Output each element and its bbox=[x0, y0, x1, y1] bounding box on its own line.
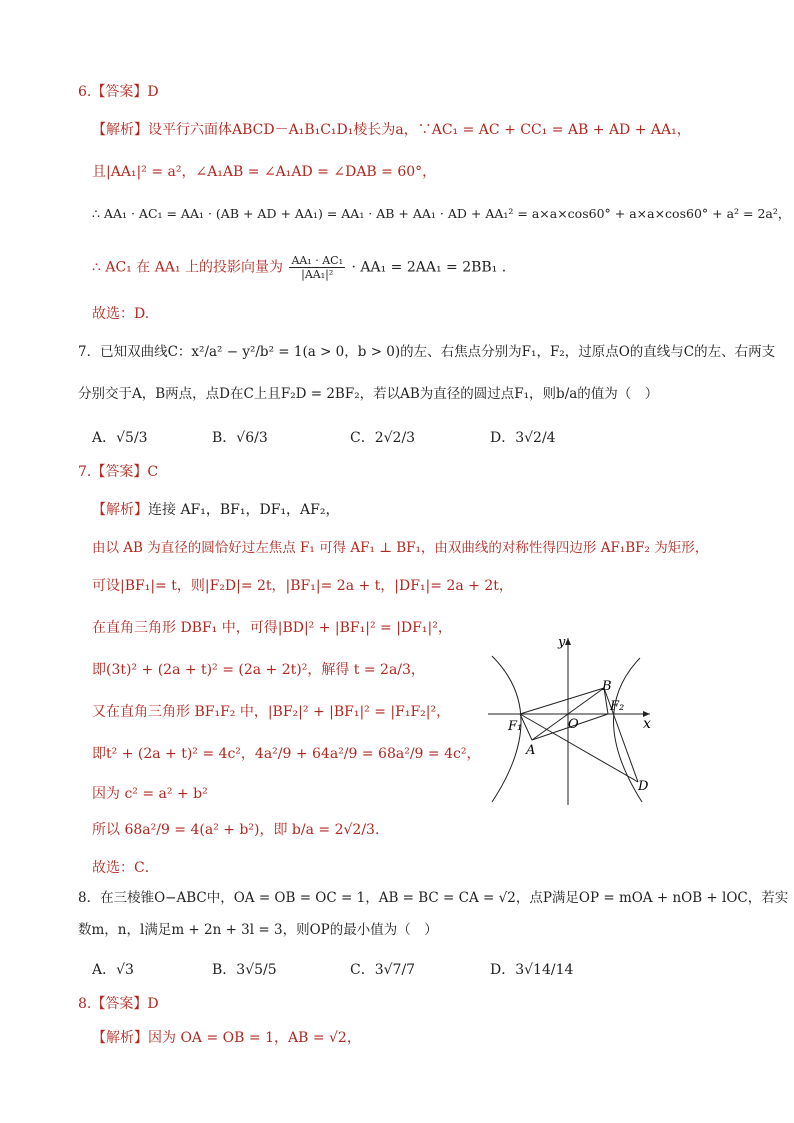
q8-option-a: A．√3 bbox=[92, 962, 134, 978]
q6-frac-num: AA₁ · AC₁ bbox=[291, 254, 343, 267]
label-f2: F₂ bbox=[610, 699, 625, 714]
label-y: y bbox=[558, 635, 566, 650]
q7-option-c: C．2√2/3 bbox=[350, 430, 416, 446]
q6-line3: ∴ AA₁ · AC₁ = AA₁ · (AB + AD + AA₁) = AA₁ · AB + AA₁ · AD + AA₁² = a×a×cos60° + a×a×cos60° + a² = 2a²， bbox=[92, 206, 791, 221]
q6-line4 bbox=[92, 254, 506, 281]
q8-option-d: D．3√14/14 bbox=[490, 962, 574, 978]
q7-a4: 在直角三角形 DBF₁ 中，可得|BD|² + |BF₁|² = |DF₁|²， bbox=[92, 620, 452, 636]
q6-answer: 6.【答案】D bbox=[78, 84, 159, 100]
q7-stem1: 7．已知双曲线C：x²/a² − y²/b² = 1(a > 0，b > 0)的左、右焦点分别为F₁，F₂，过原点O的直线与C的左、右两支 bbox=[78, 344, 776, 360]
q7-a5: 即(3t)² + (2a + t)² = (2a + 2t)²，解得 t = 2a/3， bbox=[92, 662, 425, 678]
q6-projection-fraction bbox=[289, 254, 345, 281]
q7-a9: 所以 68a²/9 = 4(a² + b²)，即 b/a = 2√2/3. bbox=[92, 822, 380, 838]
q7-hyperbola-figure bbox=[480, 630, 660, 810]
q7-answer: 7.【答案】C bbox=[78, 464, 159, 480]
q8-option-b: B．3√5/5 bbox=[212, 962, 277, 978]
q8-a1-line bbox=[92, 1028, 361, 1048]
q7-pick: 故选：C． bbox=[92, 860, 159, 876]
q6-analysis-line1 bbox=[92, 120, 691, 140]
q7-option-b: B．√6/3 bbox=[212, 430, 268, 446]
label-f1: F₁ bbox=[508, 719, 523, 734]
q7-a2: 由以 AB 为直径的圆恰好过左焦点 F₁ 可得 AF₁ ⊥ BF₁，由双曲线的对称性得四边形 AF₁BF₂ 为矩形， bbox=[92, 540, 709, 556]
q8-answer: 8.【答案】D bbox=[78, 996, 159, 1012]
y-axis-arrow bbox=[565, 638, 571, 645]
q8-option-c: C．3√7/7 bbox=[350, 962, 416, 978]
q7-a8: 因为 c² = a² + b² bbox=[92, 786, 208, 802]
q6-line4-a: ∴ AC₁ 在 AA₁ 上的投影向量为 bbox=[92, 259, 283, 276]
q7-a1: 连接 AF₁，BF₁，DF₁，AF₂， bbox=[148, 502, 340, 518]
q6-line1: 设平行六面体ABCD－A₁B₁C₁D₁棱长为a，∵AC₁ = AC + CC₁ = AB + AD + AA₁， bbox=[148, 122, 691, 138]
label-d: D bbox=[638, 779, 649, 794]
q7-option-a: A．√5/3 bbox=[92, 430, 148, 446]
q7-option-d: D．3√2/4 bbox=[490, 430, 556, 446]
q6-pick: 故选：D. bbox=[92, 306, 150, 322]
segment-f1-b bbox=[520, 688, 604, 714]
q7-a3: 可设|BF₁|= t，则|F₂D|= 2t，|BF₁|= 2a + t，|DF₁|= 2a + 2t， bbox=[92, 578, 513, 594]
q7-analysis-label: 【解析】 bbox=[92, 502, 148, 518]
q8-a1: 因为 OA = OB = 1，AB = √2， bbox=[148, 1030, 361, 1046]
q6-frac-den: |AA₁|² bbox=[301, 268, 334, 281]
label-x: x bbox=[643, 716, 651, 732]
label-a: A bbox=[526, 743, 536, 758]
q7-a6: 又在直角三角形 BF₁F₂ 中，|BF₂|² + |BF₁|² = |F₁F₂|²， bbox=[92, 704, 451, 720]
q7-a7: 即t² + (2a + t)² = 4c²，4a²/9 + 64a²/9 = 68a²/9 = 4c²， bbox=[92, 746, 481, 762]
q8-analysis-label: 【解析】 bbox=[92, 1030, 148, 1046]
label-b: B bbox=[602, 679, 612, 694]
q8-stem2: 数m，n，l满足m + 2n + 3l = 3，则OP的最小值为（ ） bbox=[78, 922, 438, 938]
q7-stem2: 分别交于A，B两点，点D在C上且F₂D = 2BF₂，若以AB为直径的圆过点F₁，则b/a的值为（ ） bbox=[78, 386, 659, 402]
q6-analysis-label: 【解析】 bbox=[92, 122, 148, 138]
q6-line4-b: · AA₁ = 2AA₁ = 2BB₁ . bbox=[351, 259, 507, 276]
label-o: O bbox=[568, 717, 579, 732]
q7-a1-line bbox=[92, 500, 340, 520]
q8-stem1: 8．在三棱锥O−ABC中，OA = OB = OC = 1，AB = BC = CA = √2，点P满足OP = mOA + nOB + lOC，若实 bbox=[78, 890, 789, 906]
q6-line2: 且|AA₁|² = a²，∠A₁AB = ∠A₁AD = ∠DAB = 60°， bbox=[92, 164, 437, 180]
